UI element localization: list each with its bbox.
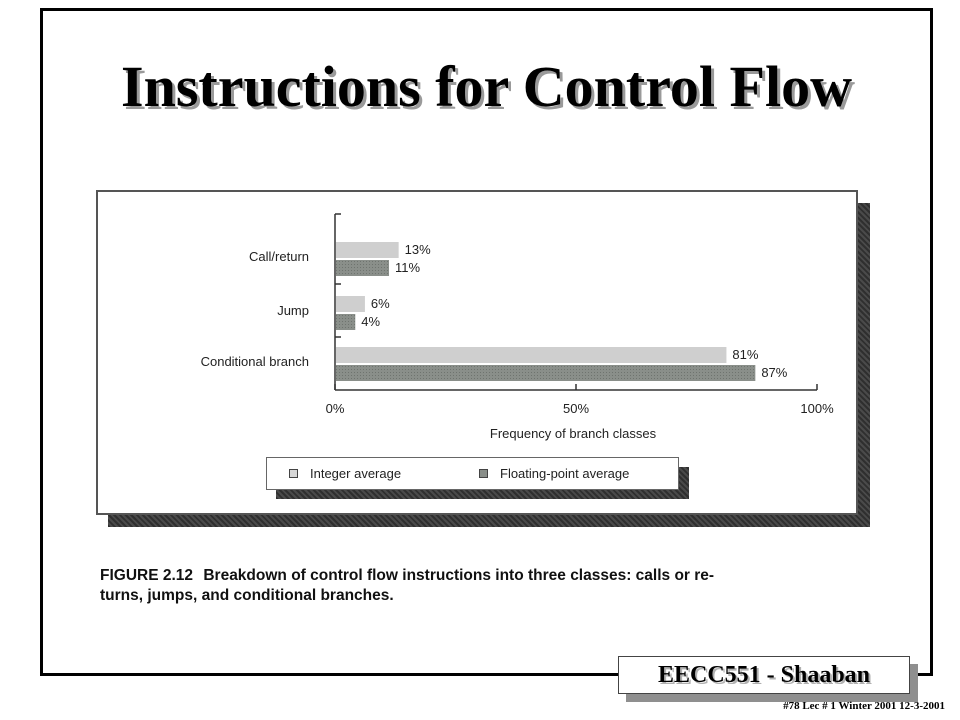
- category-label-jump: Jump: [277, 303, 309, 318]
- data-label-jump-floating-point-average: 4%: [361, 314, 381, 329]
- x-axis-label: Frequency of branch classes: [489, 426, 657, 441]
- figure-caption: [100, 566, 890, 606]
- caption-figure-number: FIGURE 2.12: [100, 567, 194, 584]
- slide-footer: #78 Lec # 1 Winter 2001 12-3-2001: [783, 700, 945, 712]
- x-tick-label-100: 100%: [800, 401, 834, 416]
- data-label-conditional-branch-floating-point-average: 87%: [761, 365, 788, 380]
- slide-title: Instructions for Control Flow: [121, 54, 852, 119]
- data-label-call-return-floating-point-average: 11%: [395, 260, 421, 275]
- legend-swatch-integer: [289, 469, 298, 478]
- chart-legend: [266, 457, 679, 490]
- category-label-call-return: Call/return: [249, 249, 309, 264]
- data-label-call-return-integer-average: 13%: [404, 242, 431, 257]
- bar-call-return-integer-average: [336, 242, 399, 258]
- bar-conditional-branch-integer-average: [336, 347, 726, 363]
- bar-jump-integer-average: [336, 296, 365, 312]
- data-label-jump-integer-average: 6%: [370, 296, 390, 311]
- legend-label-integer: Integer average: [310, 466, 402, 481]
- legend-label-floating-point: Floating-point average: [500, 466, 630, 481]
- legend-swatch-floating-point: [479, 469, 488, 478]
- category-label-conditional-branch: Conditional branch: [200, 354, 309, 369]
- caption-line-2: turns, jumps, and conditional branches.: [100, 587, 394, 604]
- course-badge: EECC551 - Shaaban: [618, 656, 910, 694]
- bar-call-return-floating-point-average: [336, 260, 389, 276]
- data-label-conditional-branch-integer-average: 81%: [732, 347, 759, 362]
- legend-item-integer: [289, 466, 401, 481]
- x-tick-label-0: 0%: [325, 401, 345, 416]
- legend-item-floating-point: [479, 466, 629, 481]
- x-tick-label-50: 50%: [562, 401, 590, 416]
- caption-line-1: Breakdown of control flow instructions into three classes: calls or re-: [203, 567, 715, 584]
- bar-jump-floating-point-average: [336, 314, 355, 330]
- bar-conditional-branch-floating-point-average: [336, 365, 755, 381]
